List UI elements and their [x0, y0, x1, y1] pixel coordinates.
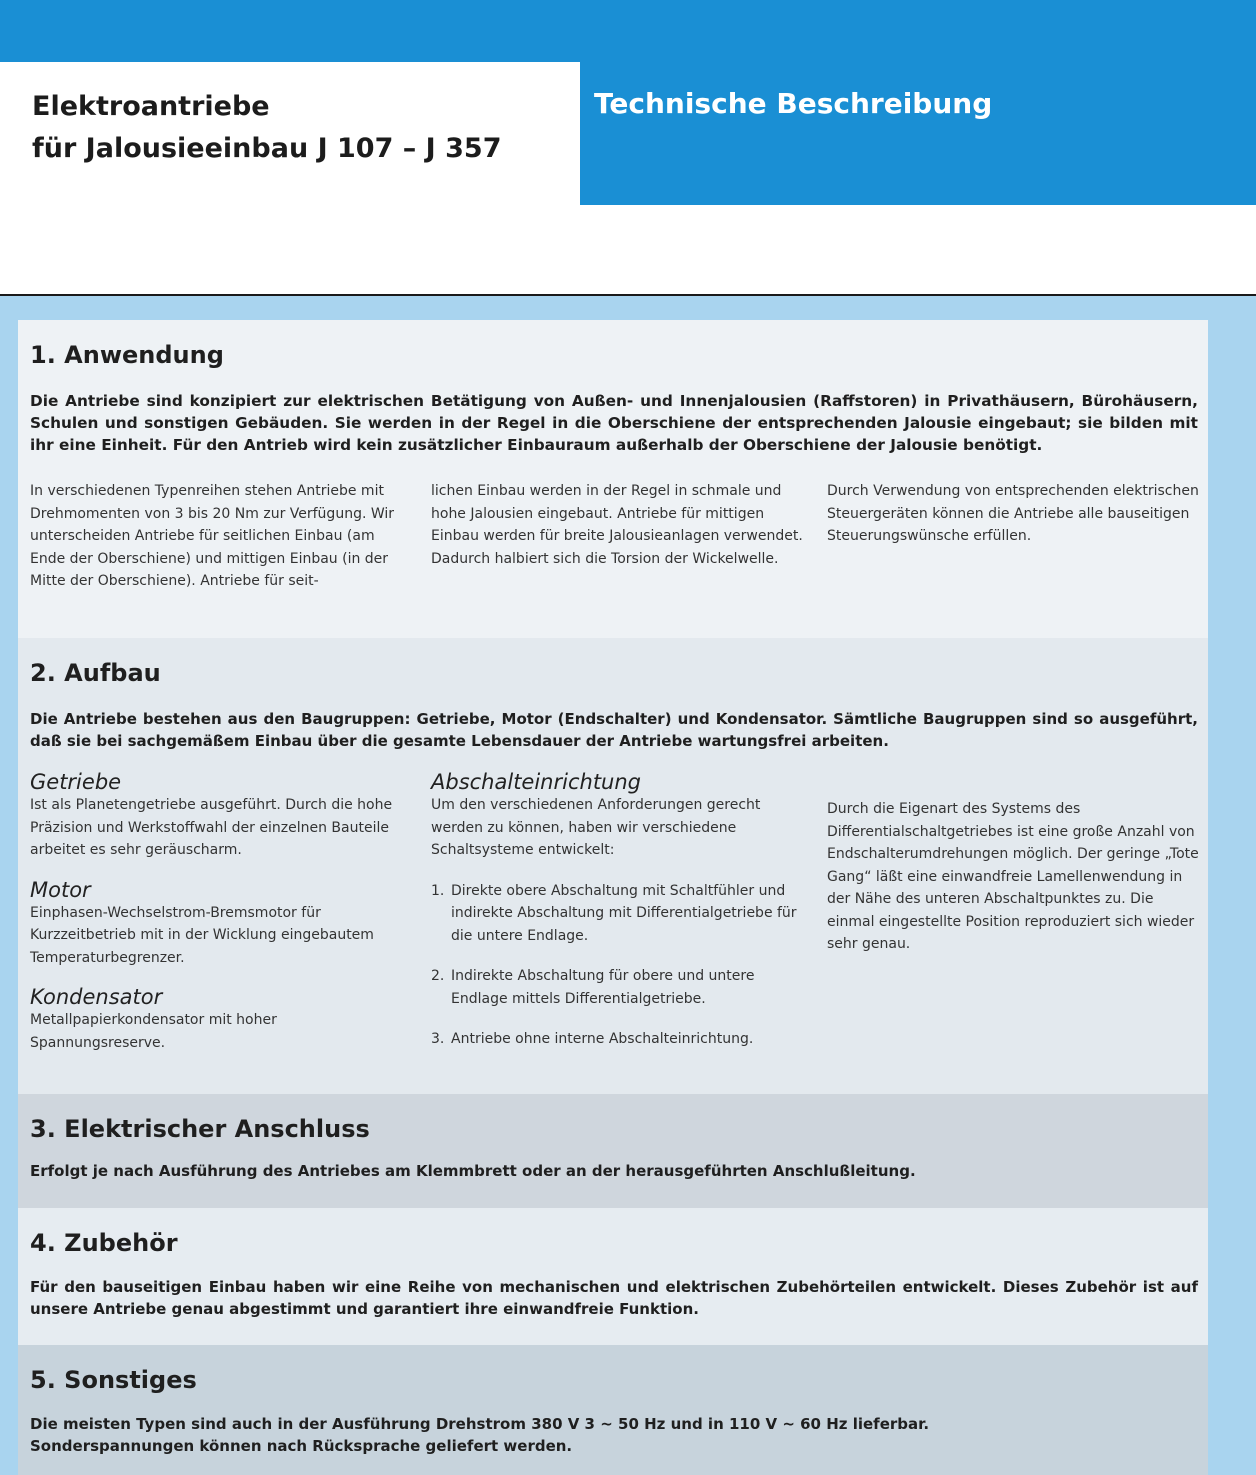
- kondensator-heading: Kondensator: [30, 985, 163, 1009]
- section-title: 1. Anwendung: [30, 341, 224, 369]
- section-sonstiges: [18, 1345, 1208, 1475]
- list-item-text: Antriebe ohne interne Abschalteinrichtung.: [451, 1031, 754, 1047]
- text-columns: [30, 480, 1198, 600]
- section-aufbau: [18, 638, 1208, 1094]
- section-lead: Für den bauseitigen Einbau haben wir eine Reihe von mechanischen und elektrischen Zubehörteilen entwickelt. Dieses Zubehör ist auf unsere Antriebe genau abgestimmt und garantiert ihre einwandfreie Funktion.: [30, 1278, 1198, 1318]
- document-title: [32, 86, 572, 170]
- title-line-1: Elektroantriebe: [32, 91, 270, 122]
- list-item: [431, 965, 803, 1010]
- column-1: In verschiedenen Typenreihen stehen Antriebe mit Drehmomenten von 3 bis 20 Nm zur Verfügung. Wir unterscheiden Antriebe für seitlichen Einbau (am Ende der Oberschiene) und mittigen Einbau (in der Mitte der Oberschiene). Antriebe für seit-: [30, 483, 395, 589]
- column-3: Durch die Eigenart des Systems des Differentialschaltgetriebes ist eine große Anzahl von Endschalterumdrehungen möglich. Der geringe „Tote Gang“ läßt eine einwandfreie Lamellenwendung in der Nähe des unteren Abschaltpunktes zu. Die einmal eingestellte Position reproduziert sich wieder sehr genau.: [827, 801, 1199, 952]
- list-item: [431, 1028, 803, 1051]
- section-elektrischer-anschluss: [18, 1094, 1208, 1208]
- section-lead: Die Antriebe bestehen aus den Baugruppen: Getriebe, Motor (Endschalter) und Kondensator. Sämtliche Baugruppen sind so ausgeführt, daß sie bei sachgemäßem Einbau über die gesamte Lebensdauer der Antriebe wartungsfrei arbeiten.: [30, 710, 1198, 750]
- section-anwendung: [18, 320, 1208, 638]
- document-type: Technische Beschreibung: [594, 87, 993, 120]
- kondensator-text: Metallpapierkondensator mit hoher Spannungsreserve.: [30, 1012, 277, 1051]
- section-lead: Die Antriebe sind konzipiert zur elektrischen Betätigung von Außen- und Innenjalousien (Raffstoren) in Privathäusern, Bürohäusern, Schulen und sonstigen Gebäuden. Sie werden in der Regel in die Oberschiene der entsprechenden Jalousie eingebaut; sie bilden mit ihr eine Einheit. Für den Antrieb wird kein zusätzlicher Einbauraum außerhalb der Oberschiene der Jalousie benötigt.: [30, 392, 1198, 454]
- section-lead: Erfolgt je nach Ausführung des Antriebes am Klemmbrett oder an der herausgeführten Anschlußleitung.: [30, 1162, 916, 1180]
- motor-heading: Motor: [30, 877, 91, 902]
- section-zubehoer: [18, 1208, 1208, 1345]
- section-line-2: Sonderspannungen können nach Rücksprache geliefert werden.: [30, 1437, 573, 1455]
- abschalteinrichtung-heading: Abschalteinrichtung: [431, 770, 641, 794]
- getriebe-heading: Getriebe: [30, 770, 122, 794]
- column-1: [30, 770, 402, 1054]
- getriebe-text: Ist als Planetengetriebe ausgeführt. Durch die hohe Präzision und Werkstoffwahl der einzelnen Bauteile arbeitet es sehr geräuscharm.: [30, 797, 393, 858]
- abschalteinrichtung-intro: Um den verschiedenen Anforderungen gerecht werden zu können, haben wir verschiedene Schaltsysteme entwickelt:: [431, 797, 761, 858]
- list-item-number: 2.: [431, 968, 445, 984]
- title-line-2: für Jalousieeinbau J 107 – J 357: [32, 133, 502, 164]
- column-3: Durch Verwendung von entsprechenden elektrischen Steuergeräten können die Antriebe alle bauseitigen Steuerungswünsche erfüllen.: [827, 483, 1199, 544]
- motor-text: Einphasen-Wechselstrom-Bremsmotor für Kurzzeitbetrieb mit in der Wicklung eingebautem Temperaturbegrenzer.: [30, 904, 374, 966]
- list-item-number: 3.: [431, 1031, 445, 1047]
- list-item: [431, 880, 803, 948]
- section-title: 2. Aufbau: [30, 659, 161, 687]
- section-title: 4. Zubehör: [30, 1229, 178, 1257]
- text-columns: [30, 770, 1198, 1090]
- column-2: lichen Einbau werden in der Regel in schmale und hohe Jalousien eingebaut. Antriebe für mittigen Einbau werden für breite Jalousieanlagen verwendet. Dadurch halbiert sich die Torsion der Wickelwelle.: [431, 483, 803, 567]
- list-item-text: Direkte obere Abschaltung mit Schaltfühler und indirekte Abschaltung mit Differentialgetriebe für die untere Endlage.: [451, 882, 797, 944]
- column-2: [431, 770, 803, 1051]
- section-title: 3. Elektrischer Anschluss: [30, 1115, 370, 1143]
- section-title: 5. Sonstiges: [30, 1366, 197, 1394]
- section-line-1: Die meisten Typen sind auch in der Ausführung Drehstrom 380 V 3 ~ 50 Hz und in 110 V ~ 60 Hz lieferbar.: [30, 1415, 930, 1433]
- list-item-text: Indirekte Abschaltung für obere und untere Endlage mittels Differentialgetriebe.: [451, 968, 755, 1007]
- list-item-number: 1.: [431, 882, 445, 899]
